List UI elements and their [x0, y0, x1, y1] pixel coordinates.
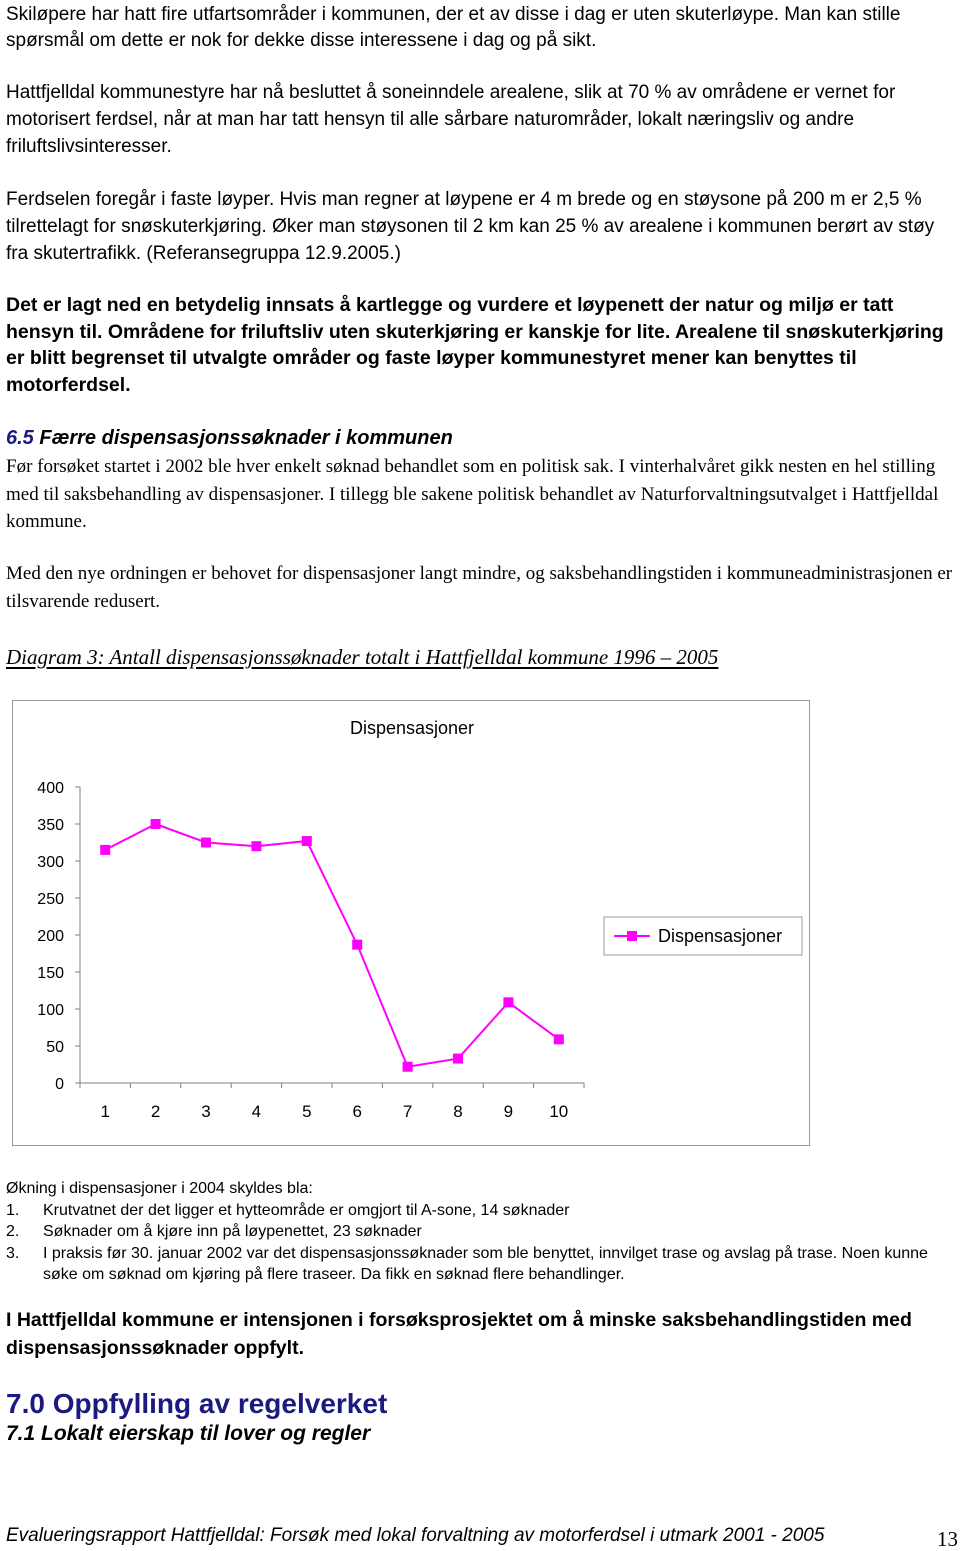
list-item-text: Krutvatnet der det ligger et hytteområde er omgjort til A-sone, 14 søknader	[43, 1201, 570, 1219]
x-tick-label: 10	[549, 1102, 569, 1121]
list-item-number: 3.	[6, 1244, 20, 1262]
list-item	[6, 1221, 958, 1243]
list-item	[6, 1200, 958, 1222]
y-axis	[37, 780, 80, 1093]
y-tick-label: 200	[37, 928, 64, 945]
x-tick-label: 9	[503, 1102, 514, 1121]
section-heading-7-0: 7.0 Oppfylling av regelverket	[6, 1388, 388, 1419]
y-tick-label: 350	[37, 817, 64, 834]
data-point	[302, 836, 312, 846]
y-tick-label: 0	[55, 1076, 64, 1093]
y-tick-label: 250	[37, 891, 64, 908]
page-footer: Evalueringsrapport Hattfjelldal: Forsøk med lokal forvaltning av motorferdsel i utmark 2001 - 2005	[6, 1525, 825, 1546]
y-tick-label: 150	[37, 965, 64, 982]
series-dispensasjoner	[100, 819, 564, 1072]
data-point	[151, 819, 161, 829]
page-number: 13	[937, 1527, 958, 1551]
legend-label: Dispensasjoner	[658, 926, 783, 946]
data-point	[453, 1054, 463, 1064]
x-axis	[80, 1083, 584, 1121]
x-tick-label: 3	[201, 1102, 211, 1121]
chart-legend	[604, 917, 802, 955]
y-tick-label: 400	[37, 780, 64, 797]
section-heading-6-5	[6, 425, 958, 451]
paragraph-traffic: Ferdselen foregår i faste løyper. Hvis man regner at løypene er 4 m brede og en støysone på 200 m er 2,5 % tilrettelagt for snøskuterkjøring. Øker man støysonen til 2 km kan 25 % av arealene i kommunen berørt av støy fra skutertrafikk. (Referansegruppa 12.9.2005.)	[6, 189, 935, 264]
y-tick-label: 100	[37, 1002, 64, 1019]
data-point	[100, 845, 110, 855]
chart-frame	[12, 700, 810, 1146]
list-item-number: 1.	[6, 1201, 20, 1219]
y-tick-label: 50	[46, 1039, 64, 1056]
data-point	[503, 997, 513, 1007]
section-title: Færre dispensasjonssøknader i kommunen	[33, 427, 453, 449]
notes-block	[6, 1178, 958, 1286]
notes-list	[6, 1200, 958, 1286]
x-tick-label: 8	[453, 1102, 463, 1121]
list-item	[6, 1243, 958, 1286]
x-tick-label: 4	[251, 1102, 262, 1121]
section-number: 6.5	[6, 427, 34, 449]
paragraph-conclusion: I Hattfjelldal kommune er intensjonen i forsøksprosjektet om å minske saksbehandlingstiden med dispensasjonssøknader oppfylt.	[6, 1309, 912, 1359]
list-item-text: I praksis før 30. januar 2002 var det dispensasjonssøknader som ble benyttet, innvilget trase og avslag på trase. Noen kunne søke om søknad om kjøring på flere traseer. Da fikk en søknad flere behandlinger.	[43, 1244, 928, 1283]
list-item-number: 2.	[6, 1223, 20, 1240]
series-line	[105, 824, 559, 1067]
notes-intro: Økning i dispensasjoner i 2004 skyldes bla:	[6, 1180, 313, 1197]
paragraph-effort: Det er lagt ned en betydelig innsats å kartlegge og vurdere et løypenett der natur og miljø er tatt hensyn til. Områdene for friluftsliv uten skuterkjøring er kanskje for lite. Arealene til snøskuterkjøring er blitt begrenset til utvalgte områder og faste løyper kommunestyret mener kan benyttes til motorferdsel.	[6, 294, 944, 396]
data-point	[201, 838, 211, 848]
paragraph-zoning: Hattfjelldal kommunestyre har nå besluttet å soneinndele arealene, slik at 70 % av områdene er vernet for motorisert ferdsel, når at man har tatt hensyn til alle sårbare naturområder, lokalt næringsliv og andre friluftslivsinteresser.	[6, 82, 896, 157]
data-point	[251, 841, 261, 851]
paragraph-skiers: Skiløpere har hatt fire utfartsområder i kommunen, der et av disse i dag er uten skuterløype. Man kan stille spørsmål om dette er nok for dekke disse interessene i dag og på sikt.	[6, 4, 901, 51]
y-tick-label: 300	[37, 854, 64, 871]
data-point	[352, 940, 362, 950]
x-tick-label: 1	[100, 1102, 110, 1121]
list-item-text: Søknader om å kjøre inn på løypenettet, 23 søknader	[43, 1223, 422, 1240]
chart-title: Dispensasjoner	[349, 718, 475, 738]
diagram-caption: Diagram 3: Antall dispensasjonssøknader totalt i Hattfjelldal kommune 1996 – 2005	[6, 645, 719, 669]
x-tick-label: 2	[150, 1102, 161, 1121]
data-point	[403, 1062, 413, 1072]
paragraph-new-arrangement: Med den nye ordningen er behovet for dispensasjoner langt mindre, og saksbehandlingstiden i kommuneadministrasjonen er tilsvarende redusert.	[6, 563, 953, 612]
data-point	[554, 1034, 564, 1044]
line-chart	[13, 701, 809, 1145]
x-tick-label: 5	[302, 1102, 312, 1121]
x-tick-label: 6	[352, 1102, 362, 1121]
section-heading-7-1: 7.1 Lokalt eierskap til lover og regler	[6, 1422, 371, 1445]
paragraph-before-trial: Før forsøket startet i 2002 ble hver enkelt søknad behandlet som en politisk sak. I vinterhalvåret gikk nesten en hel stilling med til saksbehandling av dispensasjoner. I tillegg ble sakene politisk behandlet av Naturforvaltningsutvalget i Hattfjelldal kommune.	[6, 456, 939, 532]
x-tick-label: 7	[402, 1102, 413, 1121]
legend-marker	[627, 931, 637, 941]
